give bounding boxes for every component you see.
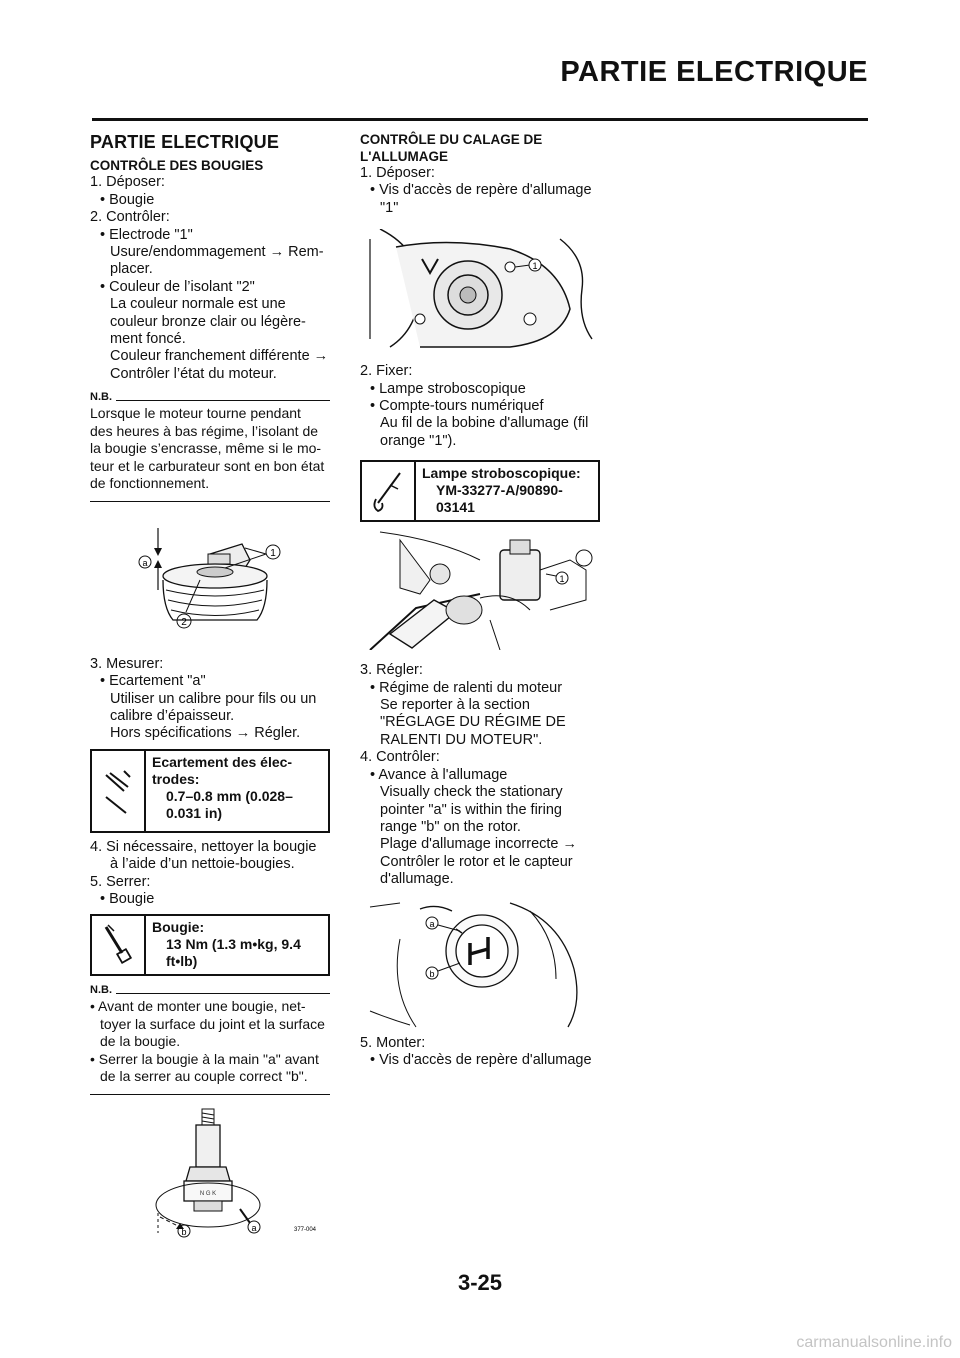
step-list-clean-tighten — [90, 839, 330, 909]
step-line: placer. — [110, 261, 153, 278]
note-block-2 — [90, 984, 330, 1095]
watermark: carmanualsonline.info — [796, 1334, 952, 1351]
spec-title: Bougie: — [152, 919, 205, 936]
spec-title: Ecartement des élec- — [152, 753, 293, 770]
note-line: teur et le carburateur sont en bon état — [90, 457, 325, 474]
note-line: de fonctionnement. — [90, 475, 210, 492]
step-line: • Compte-tours numériquef — [360, 398, 600, 415]
note-label: N.B. — [90, 984, 112, 997]
note-text — [90, 403, 330, 493]
note-line: Lorsque le moteur tourne pendant — [90, 405, 301, 422]
spark-plug-electrode-figure — [90, 520, 330, 650]
fig3-label-1: 1 — [532, 261, 538, 272]
step-line: • Electrode "1" — [90, 227, 330, 244]
step-line: 2. Contrôler: — [90, 209, 170, 226]
step-line: Contrôler le rotor et le capteur — [380, 853, 573, 870]
step-line: • Régime de ralenti du moteur — [360, 680, 600, 697]
fig1-label-2: 2 — [181, 616, 187, 628]
note-line: la bougie s’encrasse, même si le mo- — [90, 440, 322, 457]
step-list-attach — [360, 363, 600, 450]
fig5-label-a: a — [429, 918, 435, 929]
step-list-remove-check — [90, 174, 330, 383]
rotor-timing-mark-figure — [360, 899, 600, 1029]
spec-value: 0.7–0.8 mm (0.028– — [166, 787, 293, 804]
subsection-title-ignition-timing — [360, 131, 600, 165]
step-line: • Bougie — [90, 192, 330, 209]
note-line: de la serrer au couple correct "b". — [100, 1068, 308, 1085]
fig1-label-1: 1 — [270, 547, 276, 559]
note-line: toyer la surface du joint et la surface — [100, 1015, 325, 1032]
step-line: Usure/endommagement → Rem- — [110, 244, 324, 261]
svg-text:N G K: N G K — [199, 1190, 217, 1197]
step-line: "1" — [380, 199, 399, 216]
spec-value: 03141 — [436, 499, 475, 516]
feeler-gauge-icon — [92, 751, 146, 831]
step-line: "RÉGLAGE DU RÉGIME DE — [380, 714, 566, 731]
step-line: Visually check the stationary — [380, 784, 563, 801]
note-block-1 — [90, 391, 330, 502]
spec-value: YM-33277-A/90890- — [436, 482, 563, 499]
step-line: Se reporter à la section — [380, 697, 530, 714]
fig5-label-b: b — [429, 968, 435, 979]
step-line: Plage d'allumage incorrecte → — [380, 836, 578, 853]
subsection-title-line: L'ALLUMAGE — [360, 149, 448, 164]
spec-value: 0.031 in) — [166, 804, 223, 821]
note-line: de la bougie. — [100, 1033, 181, 1050]
step-line: 1. Déposer: — [90, 174, 165, 191]
note-line: • Avant de monter une bougie, net- — [90, 998, 330, 1016]
step-line: range "b" on the rotor. — [380, 818, 521, 835]
step-line: • Vis d'accès de repère d'allumage — [360, 1052, 600, 1069]
fig2-label-b: b — [181, 1226, 187, 1237]
step-line: RALENTI DU MOTEUR". — [380, 731, 543, 748]
timing-light-attachment-figure — [360, 530, 600, 650]
page-number: 3-25 — [457, 1270, 503, 1295]
step-line: d'allumage. — [380, 871, 454, 888]
step-line: pointer "a" is within the firing — [380, 801, 562, 818]
step-line: La couleur normale est une — [110, 296, 286, 313]
spec-box-timing-light — [360, 460, 600, 522]
spec-text — [416, 462, 587, 520]
note-text — [90, 996, 330, 1086]
step-line: calibre d’épaisseur. — [110, 708, 235, 724]
step-line: à l’aide d’un nettoie-bougies. — [110, 856, 295, 873]
step-line: Hors spécifications → Régler. — [110, 725, 301, 742]
spec-title: Lampe stroboscopique: — [422, 465, 581, 482]
page-header-title: PARTIE ELECTRIQUE — [560, 56, 868, 88]
fig2-label-a: a — [251, 1222, 257, 1233]
step-line: • Lampe stroboscopique — [360, 381, 600, 398]
torque-wrench-icon — [92, 916, 146, 974]
spec-box-electrode-gap — [90, 749, 330, 833]
note-label: N.B. — [90, 391, 112, 404]
step-line: • Vis d'accès de repère d'allumage — [360, 182, 600, 199]
step-line: 3. Mesurer: — [90, 655, 164, 672]
step-list-remove — [360, 165, 600, 217]
step-line: • Avance à l'allumage — [360, 767, 600, 784]
step-line: ment foncé. — [110, 331, 186, 348]
step-line: orange "1"). — [380, 432, 457, 449]
timing-mark-screw-figure — [360, 229, 600, 349]
fig2-code: 377-004 — [294, 1226, 317, 1233]
note-line: • Serrer la bougie à la main "a" avant — [90, 1051, 330, 1069]
spec-text — [146, 751, 299, 831]
step-line: 2. Fixer: — [360, 363, 413, 380]
step-line: 4. Contrôler: — [360, 749, 440, 766]
spark-plug-tightening-figure — [90, 1105, 330, 1245]
step-line: couleur bronze clair ou légère- — [110, 313, 306, 330]
step-line: 3. Régler: — [360, 662, 423, 679]
step-list-measure — [90, 656, 330, 743]
note-line: des heures à bas régime, l’isolant de — [90, 422, 319, 439]
fig4-label-1: 1 — [559, 574, 565, 585]
spec-text — [146, 916, 307, 974]
step-line: • Bougie — [90, 891, 330, 908]
spec-value: 13 Nm (1.3 m•kg, 9.4 — [166, 936, 301, 953]
step-line: 5. Serrer: — [90, 873, 151, 890]
step-line: 4. Si nécessaire, nettoyer la bougie — [90, 838, 317, 855]
step-list-adjust-check — [360, 662, 600, 888]
step-line: Couleur franchement différente → — [110, 348, 329, 365]
step-line: • Couleur de l’isolant "2" — [90, 279, 330, 296]
step-line: 1. Déposer: — [360, 165, 435, 181]
step-line: 5. Monter: — [360, 1034, 426, 1051]
step-line: Contrôler l’état du moteur. — [110, 365, 277, 382]
fig1-label-a: a — [142, 557, 148, 568]
step-line: Utiliser un calibre pour fils ou un — [110, 690, 317, 707]
subsection-title-spark-plugs: CONTRÔLE DES BOUGIES — [90, 158, 264, 174]
step-list-install — [360, 1035, 600, 1070]
subsection-title-line: CONTRÔLE DU CALAGE DE — [360, 132, 543, 147]
step-line: • Ecartement "a" — [90, 673, 330, 690]
special-tool-icon — [362, 462, 416, 520]
spec-value: ft•lb) — [166, 953, 198, 970]
spec-box-spark-plug-torque — [90, 914, 330, 976]
right-column — [360, 131, 600, 1069]
step-line: Au fil de la bobine d'allumage (fil — [380, 415, 589, 432]
header-rule — [92, 118, 868, 121]
spec-title: trodes: — [152, 770, 200, 787]
left-column — [90, 134, 330, 1245]
section-title: PARTIE ELECTRIQUE — [90, 132, 280, 152]
